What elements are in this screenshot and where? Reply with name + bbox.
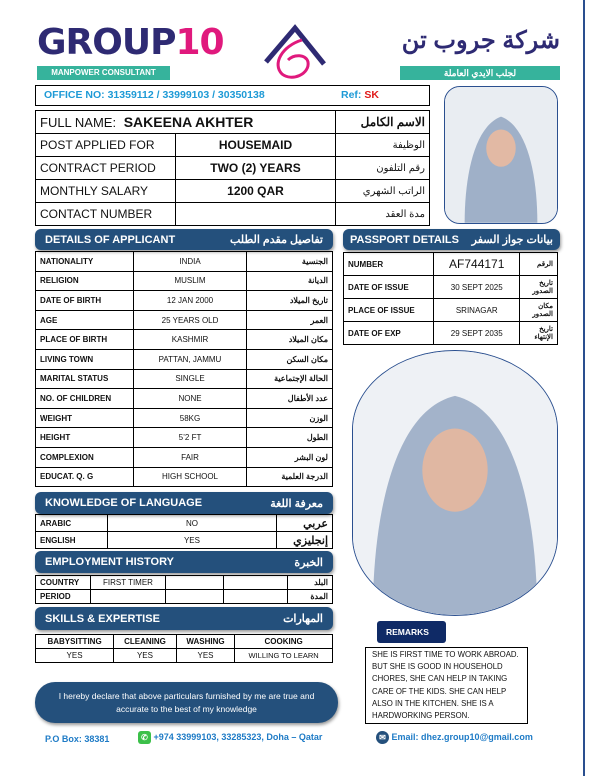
cell-value: KASHMIR <box>133 330 247 350</box>
cell-ar: مكان السكن <box>247 349 333 369</box>
table-row <box>36 369 333 389</box>
cell-value: 30 SEPT 2025 <box>434 276 520 299</box>
cell-ar: إنجليزي <box>277 532 333 549</box>
table-row <box>36 447 333 467</box>
cell-value: FAIR <box>133 447 247 467</box>
table-row <box>36 515 333 532</box>
skills-header: SKILLS & EXPERTISE المهارات <box>35 607 333 630</box>
cell-ar: الوزن <box>247 408 333 428</box>
passport-header: PASSPORT DETAILS بيانات جواز السفر <box>343 229 560 250</box>
table-row: COUNTRY FIRST TIMER البلد <box>36 576 333 590</box>
cell-value: SRINAGAR <box>434 299 520 322</box>
cell-label: AGE <box>36 310 134 330</box>
table-row <box>344 253 558 276</box>
email-icon: ✉ <box>376 731 389 744</box>
table-row <box>36 310 333 330</box>
table-row: PERIOD المدة <box>36 590 333 604</box>
table-row <box>36 349 333 369</box>
full-name: SAKEENA AKHTER <box>123 114 254 130</box>
cell-label: MARITAL STATUS <box>36 369 134 389</box>
passport-table <box>343 252 558 345</box>
cell-label: PLACE OF BIRTH <box>36 330 134 350</box>
cell-value: NO <box>107 515 276 532</box>
center-logo-icon <box>262 24 328 80</box>
cell-ar: العمر <box>247 310 333 330</box>
cell-ar: الدرجة العلمية <box>247 467 333 487</box>
cell-label: DATE OF BIRTH <box>36 291 134 311</box>
cell-ar: الديانة <box>247 271 333 291</box>
whatsapp-icon: ✆ <box>138 731 151 744</box>
page-border <box>583 0 585 776</box>
table-row <box>36 428 333 448</box>
remarks-text: SHE IS FIRST TIME TO WORK ABROAD. BUT SHE IS GOOD IN HOUSEHOLD CHORES, SHE CAN HELP IN TAKING CARE OF THE KIDS. SHE CAN HELP ALSO IN THE KITCHEN. SHE IS A HARDWORKING PERSON. <box>365 647 528 724</box>
cell-ar: تاريخ الصدور <box>520 276 558 299</box>
cell-value: YES <box>107 532 276 549</box>
table-row <box>344 299 558 322</box>
table-row: CONTACT NUMBER مدة العقد <box>36 203 430 226</box>
details-table <box>35 251 333 487</box>
remarks-label: REMARKS <box>377 621 446 643</box>
table-row <box>36 408 333 428</box>
cell-label: ARABIC <box>36 515 108 532</box>
cell-value: INDIA <box>133 252 247 272</box>
table-row: CONTRACT PERIOD TWO (2) YEARS رقم التلفون <box>36 157 430 180</box>
employment-table <box>35 575 333 604</box>
cell-value: NONE <box>133 389 247 409</box>
table-row <box>36 330 333 350</box>
cell-value: 12 JAN 2000 <box>133 291 247 311</box>
table-row <box>36 271 333 291</box>
cell-label: COMPLEXION <box>36 447 134 467</box>
cell-value: HIGH SCHOOL <box>133 467 247 487</box>
declaration: I hereby declare that above particulars furnished by me are true and accurate to the best of my knowledge <box>35 682 338 723</box>
table-row <box>36 389 333 409</box>
cell-value: 29 SEPT 2035 <box>434 322 520 345</box>
cell-value: MUSLIM <box>133 271 247 291</box>
cell-label: NATIONALITY <box>36 252 134 272</box>
main-info-table <box>35 110 430 226</box>
email-line: ✉ Email: dhez.group10@gmail.com <box>376 731 533 744</box>
cell-ar: تاريخ الميلاد <box>247 291 333 311</box>
cell-label: NUMBER <box>344 253 434 276</box>
phone-line: ✆ +974 33999103, 33285323, Doha – Qatar <box>138 731 322 744</box>
cell-ar: مكان الميلاد <box>247 330 333 350</box>
arabic-company-name: شركة جروب تن <box>401 27 560 54</box>
cell-ar: عدد الأطفال <box>247 389 333 409</box>
cell-value: 25 YEARS OLD <box>133 310 247 330</box>
table-row <box>344 322 558 345</box>
full-name-row: FULL NAME: SAKEENA AKHTER الاسم الكامل <box>36 111 430 134</box>
language-table <box>35 514 333 549</box>
arabic-tagline: لجلب الايدي العاملة <box>400 66 560 80</box>
po-box: P.O Box: 38381 <box>45 734 110 744</box>
table-row <box>36 532 333 549</box>
applicant-photo-small <box>444 86 558 224</box>
cell-value: 5’2 FT <box>133 428 247 448</box>
cell-label: WEIGHT <box>36 408 134 428</box>
table-row <box>36 252 333 272</box>
applicant-photo-large <box>352 350 558 616</box>
cell-value: SINGLE <box>133 369 247 389</box>
table-row: POST APPLIED FOR HOUSEMAID الوظيفة <box>36 134 430 157</box>
cell-label: EDUCAT. Q. G <box>36 467 134 487</box>
employment-header: EMPLOYMENT HISTORY الخبرة <box>35 551 333 573</box>
tagline: MANPOWER CONSULTANT <box>37 66 170 80</box>
cell-label: NO. OF CHILDREN <box>36 389 134 409</box>
cell-label: RELIGION <box>36 271 134 291</box>
cell-value: PATTAN, JAMMU <box>133 349 247 369</box>
cell-value: 58KG <box>133 408 247 428</box>
cell-ar: الحالة الإجتماعية <box>247 369 333 389</box>
office-numbers: OFFICE NO: 31359112 / 33999103 / 30350138 Ref: SK <box>35 85 430 106</box>
cell-ar: لون البشر <box>247 447 333 467</box>
cell-label: ENGLISH <box>36 532 108 549</box>
cell-label: PLACE OF ISSUE <box>344 299 434 322</box>
skills-table: BABYSITTING CLEANING WASHING COOKING YES YES YES WILLING TO LEARN <box>35 634 333 663</box>
cell-ar: مكان الصدور <box>520 299 558 322</box>
details-header: DETAILS OF APPLICANT تفاصيل مقدم الطلب <box>35 229 333 250</box>
table-row <box>344 276 558 299</box>
cell-ar: الرقم <box>520 253 558 276</box>
cell-ar: عربي <box>277 515 333 532</box>
cell-ar: تاريخ الإنتهاء <box>520 322 558 345</box>
cell-label: DATE OF EXP <box>344 322 434 345</box>
table-row <box>36 291 333 311</box>
cell-label: LIVING TOWN <box>36 349 134 369</box>
group10-logo: GROUP10 <box>37 22 224 63</box>
table-row <box>36 467 333 487</box>
cell-label: DATE OF ISSUE <box>344 276 434 299</box>
language-header: KNOWLEDGE OF LANGUAGE معرفة اللغة <box>35 492 333 514</box>
cell-value: AF744171 <box>434 253 520 276</box>
cell-ar: الجنسية <box>247 252 333 272</box>
cell-label: HEIGHT <box>36 428 134 448</box>
cell-ar: الطول <box>247 428 333 448</box>
table-row: MONTHLY SALARY 1200 QAR الراتب الشهري <box>36 180 430 203</box>
